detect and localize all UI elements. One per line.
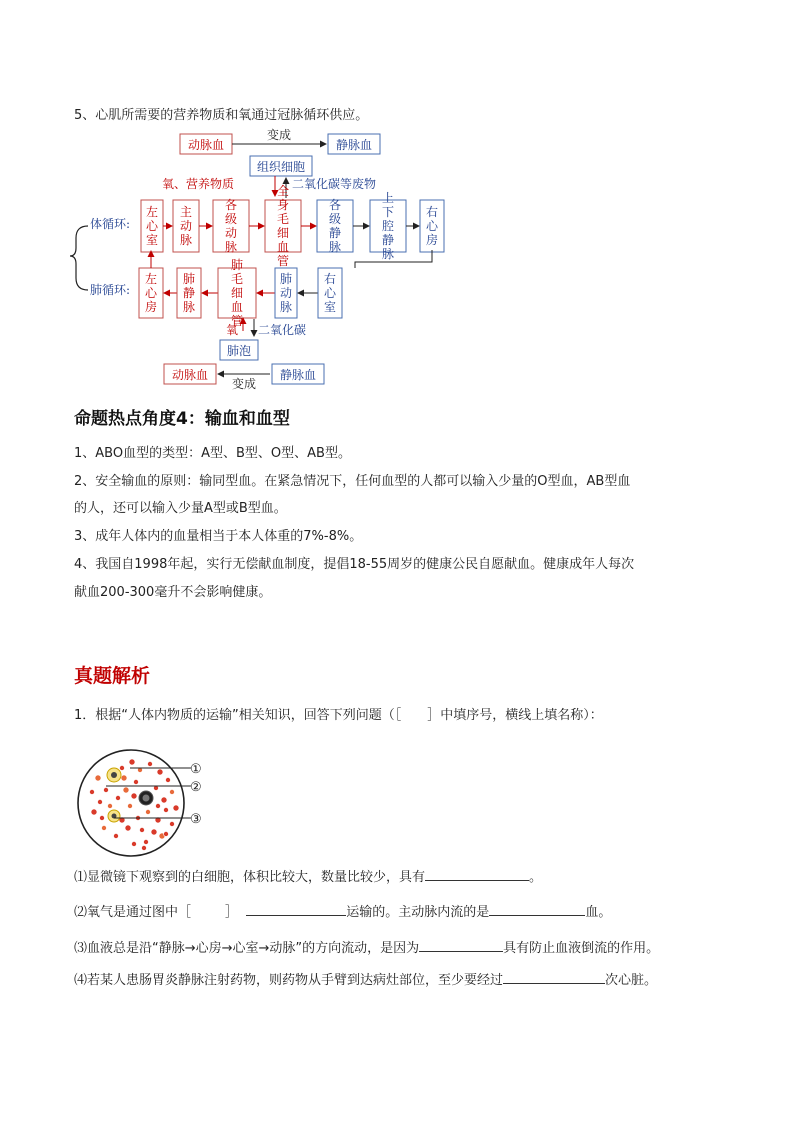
pulmonary-label-0-2: 房 [144, 300, 158, 314]
systemic-label-3-5: 管 [276, 254, 290, 268]
red-blood-cell [100, 816, 105, 821]
red-blood-cell [148, 762, 153, 767]
red-blood-cell [108, 804, 113, 809]
top-vein-label: 静脉血 [335, 138, 373, 152]
systemic-label-2-0: 各 [224, 198, 238, 212]
red-blood-cell [134, 780, 139, 785]
red-blood-cell [142, 846, 147, 851]
pulmonary-label-3-1: 动 [279, 286, 293, 300]
pulmonary-label-0-0: 左 [144, 272, 158, 286]
topic4-p1: 1、ABO血型的类型：A型、B型、O型、AB型。 [74, 446, 351, 461]
sub-question-1 [74, 867, 542, 888]
wbc-1-nucleus [111, 772, 117, 778]
brace [70, 226, 88, 290]
s1-end: 。 [529, 870, 543, 885]
s2-mid: 运输的。主动脉内流的是 [346, 905, 490, 920]
pulmonary-label-4-1: 心 [323, 286, 337, 300]
pulmonary-label-2-3: 血 [230, 300, 244, 314]
systemic-label-5-3: 静 [381, 233, 395, 247]
red-blood-cell [164, 808, 169, 813]
topic4-p3: 3、成年人体内的血量相当于本人体重的7%-8%。 [74, 529, 363, 544]
red-blood-cell [131, 793, 137, 799]
systemic-label: 体循环: [90, 217, 131, 231]
topic4-p4b: 献血200-300毫升不会影响健康。 [74, 585, 272, 600]
red-blood-cell [132, 842, 137, 847]
systemic-label-1-1: 动 [179, 219, 193, 233]
tissue-cell-label: 组织细胞 [256, 160, 306, 174]
systemic-label-3-3: 细 [276, 226, 290, 240]
s3-text: ⑶血液总是沿“静脉→心房→心室→动脉”的方向流动，是因为 [74, 941, 420, 956]
question-1: 1．根据“人体内物质的运输”相关知识，回答下列问题（［ ］中填序号，横线上填名称）： [74, 708, 603, 723]
systemic-label-4-3: 脉 [328, 240, 342, 254]
answer-blank-1[interactable] [425, 867, 529, 881]
pulmonary-label-1-0: 肺 [182, 272, 196, 286]
red-blood-cell [102, 826, 107, 831]
red-blood-cell [157, 769, 163, 775]
systemic-label-5-1: 下 [381, 205, 395, 219]
systemic-label-5-0: 上 [381, 191, 395, 205]
bottom-vein-label: 静脉血 [279, 368, 317, 382]
systemic-label-6-0: 右 [425, 205, 439, 219]
topic4-title: 命题热点角度4：输血和血型 [74, 409, 290, 429]
wbc-2-nucleus [143, 795, 150, 802]
red-blood-cell [116, 796, 121, 801]
red-blood-cell [166, 778, 171, 783]
red-blood-cell [144, 840, 149, 845]
s1-text: ⑴显微镜下观察到的白细胞，体积比较大，数量比较少，具有 [74, 870, 426, 885]
red-blood-cell [170, 790, 175, 795]
bottom-artery-label: 动脉血 [171, 368, 209, 382]
analysis-title: 真题解析 [74, 665, 151, 687]
systemic-label-2-2: 动 [224, 226, 238, 240]
systemic-label-6-1: 心 [425, 219, 439, 233]
red-blood-cell [123, 787, 129, 793]
systemic-label-0-1: 心 [145, 219, 159, 233]
red-blood-cell [156, 804, 161, 809]
oxygen-label: 氧 [226, 323, 239, 337]
pulmonary-label-2-0: 肺 [230, 258, 244, 272]
answer-blank-3[interactable] [419, 938, 503, 952]
s3-end: 具有防止血液倒流的作用。 [503, 941, 660, 956]
red-blood-cell [161, 797, 167, 803]
oxygen-nutrients-label: 氧、营养物质 [161, 177, 234, 191]
systemic-label-5-2: 腔 [381, 219, 395, 233]
red-blood-cell [128, 804, 133, 809]
answer-blank-2b[interactable] [489, 902, 585, 916]
systemic-label-3-1: 身 [276, 198, 290, 212]
bottom-change-label: 变成 [231, 377, 257, 390]
pulmonary-label-2-4: 管 [230, 314, 244, 328]
systemic-label-2-3: 脉 [224, 240, 238, 254]
red-blood-cell [114, 834, 119, 839]
pulmonary-label-2-2: 细 [230, 286, 244, 300]
co2-label: 二氧化碳 [258, 323, 307, 337]
s2-bracket-close: ］ [225, 905, 239, 920]
blood-smear-microscope-image [76, 748, 216, 860]
pulmonary-label-1-1: 静 [182, 286, 196, 300]
sub-question-3 [74, 938, 659, 959]
systemic-label-3-2: 毛 [276, 212, 290, 226]
red-blood-cell [173, 805, 179, 811]
top-artery-label: 动脉血 [187, 138, 225, 152]
systemic-label-2-1: 级 [224, 212, 238, 226]
pulmonary-label-2-1: 毛 [230, 272, 244, 286]
systemic-label-1-2: 脉 [179, 233, 193, 247]
sub-question-2 [74, 902, 611, 923]
red-blood-cell [120, 766, 125, 771]
red-blood-cell [170, 822, 175, 827]
s4-end: 次心脏。 [605, 973, 658, 988]
systemic-label-3-0: 全 [276, 184, 290, 198]
systemic-row [141, 183, 444, 268]
s2-end: 血。 [585, 905, 612, 920]
systemic-label-4-1: 级 [328, 212, 342, 226]
systemic-label-0-0: 左 [145, 205, 159, 219]
systemic-label-4-2: 静 [328, 226, 342, 240]
pulmonary-label: 肺循环: [90, 283, 131, 297]
pulmonary-label-4-2: 室 [323, 300, 337, 314]
red-blood-cell [146, 810, 151, 815]
alveolus-label: 肺泡 [226, 344, 252, 358]
blood-circulation-diagram [70, 128, 450, 390]
section5-intro: 5、心肌所需要的营养物质和氧通过冠脉循环供应。 [74, 108, 369, 123]
red-blood-cell [98, 800, 103, 805]
pulmonary-label-3-0: 肺 [279, 272, 293, 286]
s2-text: ⑵氧气是通过图中［ [74, 905, 192, 920]
systemic-label-5-4: 脉 [381, 247, 395, 261]
red-blood-cell [140, 828, 145, 833]
label-1: ① [190, 762, 202, 777]
label-2: ② [190, 780, 202, 795]
top-change-label: 变成 [266, 128, 292, 142]
microscope-field [78, 750, 184, 856]
pulmonary-label-0-1: 心 [144, 286, 158, 300]
co2-waste-label: 二氧化碳等废物 [292, 177, 377, 191]
red-blood-cell [90, 790, 95, 795]
systemic-label-1-0: 主 [179, 205, 193, 219]
red-blood-cell [95, 775, 101, 781]
red-blood-cell [121, 775, 127, 781]
red-blood-cell [164, 832, 169, 837]
answer-blank-4[interactable] [503, 970, 605, 984]
red-blood-cell [91, 809, 97, 815]
topic4-p4a: 4、我国自1998年起，实行无偿献血制度，提倡18-55周岁的健康公民自愿献血。健康成年人每次 [74, 557, 635, 572]
label-3: ③ [190, 812, 202, 827]
systemic-label-4-0: 各 [328, 198, 342, 212]
answer-blank-2a[interactable] [246, 902, 346, 916]
s4-text: ⑷若某人患肠胃炎静脉注射药物，则药物从手臂到达病灶部位，至少要经过 [74, 973, 504, 988]
systemic-label-3-4: 血 [276, 240, 290, 254]
systemic-label-0-2: 室 [145, 233, 159, 247]
pulmonary-label-3-2: 脉 [279, 300, 293, 314]
pulmonary-label-1-2: 脉 [182, 300, 196, 314]
red-blood-cell [104, 788, 109, 793]
topic4-p2a: 2、安全输血的原则：输同型血。在紧急情况下，任何血型的人都可以输入少量的O型血，AB型血 [74, 474, 631, 489]
pulmonary-row [139, 257, 342, 328]
red-blood-cell [125, 825, 131, 831]
systemic-label-6-2: 房 [425, 233, 439, 247]
red-blood-cell [151, 829, 157, 835]
topic4-p2b: 的人，还可以输入少量A型或B型血。 [74, 501, 287, 516]
sub-question-4 [74, 970, 657, 991]
pulmonary-label-4-0: 右 [323, 272, 337, 286]
red-blood-cell [129, 759, 135, 765]
